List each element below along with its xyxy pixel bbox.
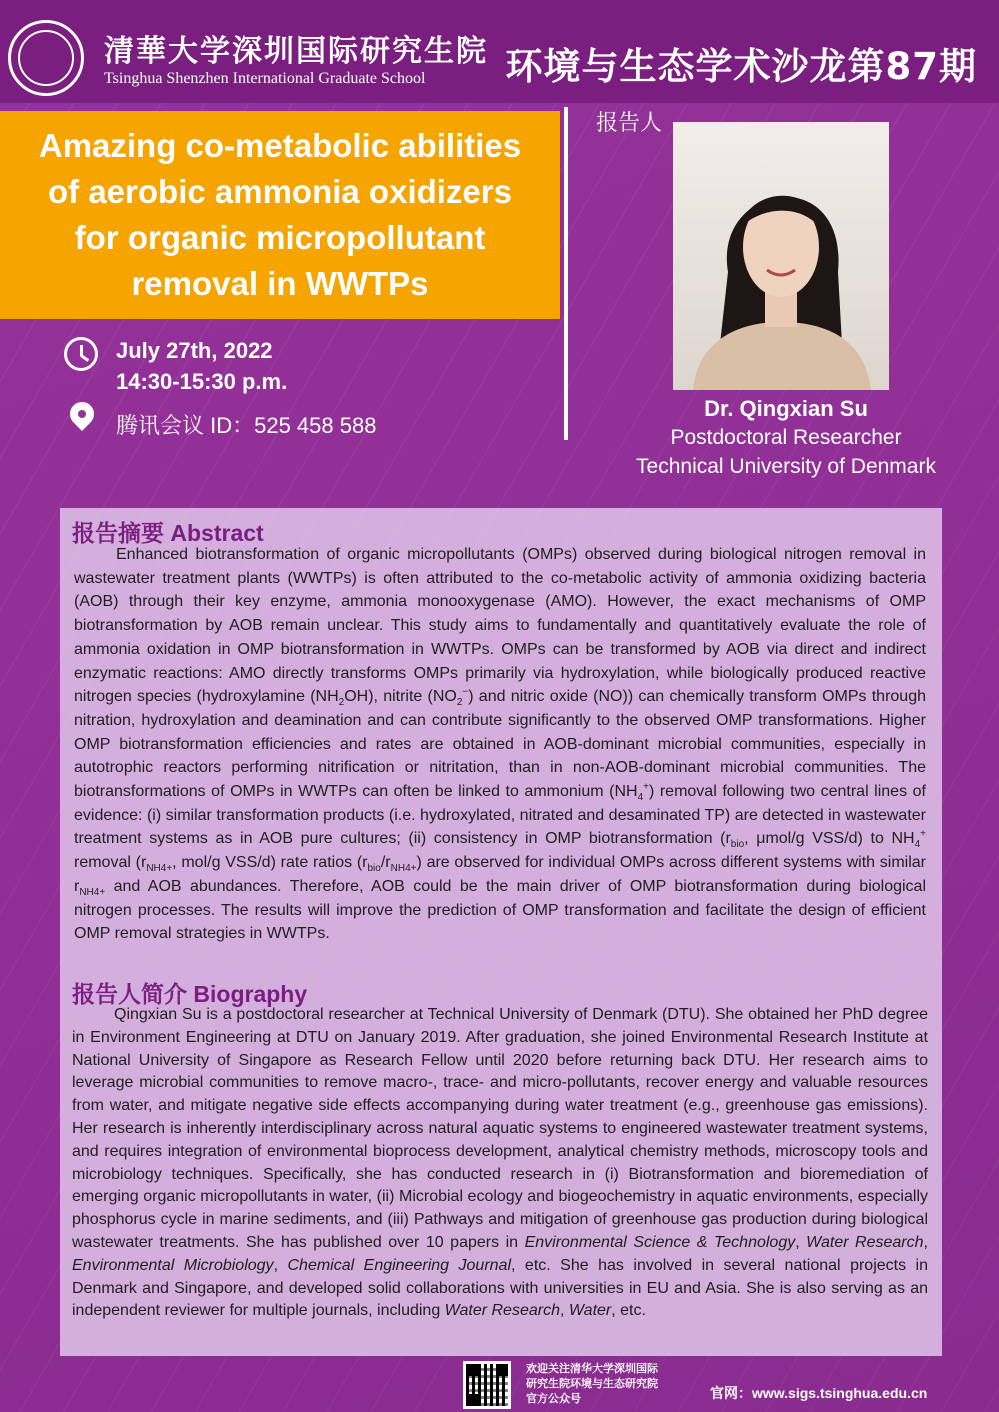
abstract-text: Enhanced biotransformation of organic micropollutants (OMPs) observed during biological nitrogen removal in wastewater treatment plants (WWTPs) is often attributed to the co-metabolic activity of ammonia oxidizing bacteria (AOB) through their key enzyme, ammonia monooxygenase (AMO). However, the exact mechanisms of OMP biotransformation by AOB remain unclear. This study aims to fundamentally and quantitatively evaluate the role of ammonia oxidation in OMP biotransformation in WWTPs. OMPs can be transformed by AOB via direct and indirect enzymatic reactions: AMO directly transforms OMPs primarily via hydroxylation, while biologically produced reactive nitrogen species (hydroxylamine $(NH_2OH)$, nitrite $(NO_2^-)$ and nitric oxide (NO)) can chemically transform OMPs through nitration, hydroxylation and deamination and can contribute significantly to the observed OMP transformations. Higher OMP biotransformation efficiencies and rates are obtained in AOB-dominant microbial communities, especially in autotrophic reactors performing nitrification or nitritation, than in non-AOB-dominant microbial communities. The biotransformations of OMPs in WWTPs can often be linked to ammonium $(NH_4^+)$ removal following two central lines of evidence: (i) similar transformation products (i.e. hydroxylated, nitrated and desaminated TP) are detected in wastewater treatment systems as in AOB pure cultures; (ii) consistency in OMP biotransformation ($r_{bio}$, μmol/g VSS/d) to $NH_4^+$ removal ($r_{NH4+}$, mol/g VSS/d) rate ratios $(r_{bio}/r_{NH4+})$ are observed for individual OMPs across different systems with similar $r_{NH4+}$ and AOB abundances. Therefore, AOB could be the main driver of OMP biotransformation during biological nitrogen processes. The results will improve the prediction of OMP transformation and facilitate the design of efficient OMP removal strategies in WWTPs.	[74, 546, 927, 943]
speaker-photo	[673, 122, 889, 390]
speaker-affiliation: Technical University of Denmark	[636, 455, 936, 478]
header-bar	[0, 0, 999, 103]
talk-title: Amazing co-metabolic abilities of aerobic ammonia oxidizers for organic micropollutant removal in WWTPs	[38, 127, 522, 302]
talk-date: July 27th, 2022	[116, 338, 273, 363]
biography-text: Qingxian Su is a postdoctoral researcher at Technical University of Denmark (DTU). She obtained her PhD degree in Environment Engineering at DTU on January 2019. After graduation, she joined Environmental Research Institute at National University of Singapore as Research Fellow until 2020 before returning back DTU. Her research aims to leverage microbial communities to remove macro-, trace- and micro-pollutants, recover energy and valuable resources from water, and mitigate negative side effects accompanying during water treatment (e.g., greenhouse gas emissions). Her research is inherently interdisciplinary across natural aquatic systems to engineered wastewater treatment systems, and requires integration of environmental bioprocess development, analytical chemistry methods, microscopy tools and microbiology techniques. Specifically, she has conducted research in (i) Biotransformation and bioremediation of emerging organic micropollutants in water, (ii) Microbial ecology and biogeochemistry in aquatic environments, especially phosphorus cycle in marine sediments, and (iii) Pathways and mitigation of greenhouse gas production during biological wastewater treatments. She has published over 10 papers in Environmental Science & Technology, Water Research, Environmental Microbiology, Chemical Engineering Journal, etc. She has involved in several national projects in Denmark and Singapore, and developed solid collaborations with universities in EU and Asia. She is also serving as an independent reviewer for multiple journals, including Water Research, Water, etc.	[72, 1006, 929, 1320]
speaker-label: 报告人	[596, 110, 663, 135]
abstract-heading: 报告摘要 Abstract	[72, 520, 264, 546]
university-seal-logo	[8, 20, 84, 96]
school-name-cn: 清華大学深圳国际研究生院	[104, 34, 488, 69]
speaker-name: Dr. Qingxian Su	[704, 396, 868, 421]
biography-heading: 报告人简介 Biography	[72, 981, 308, 1007]
talk-title-box	[0, 111, 560, 319]
talk-time: 14:30-15:30 p.m.	[116, 369, 288, 394]
clock-icon	[64, 337, 98, 371]
series-title: 环境与生态学术沙龙第87期	[505, 45, 977, 88]
meeting-id: 腾讯会议 ID：525 458 588	[116, 413, 377, 438]
qr-caption: 欢迎关注清华大学深圳国际研究生院环境与生态研究院官方公众号	[526, 1363, 658, 1405]
speaker-position: Postdoctoral Researcher	[670, 426, 902, 449]
wechat-qr-code[interactable]	[463, 1361, 511, 1409]
divider	[564, 107, 568, 440]
website-link[interactable]: 官网：www.sigs.tsinghua.edu.cn	[710, 1385, 928, 1401]
school-name-en: Tsinghua Shenzhen International Graduate School	[104, 70, 426, 87]
